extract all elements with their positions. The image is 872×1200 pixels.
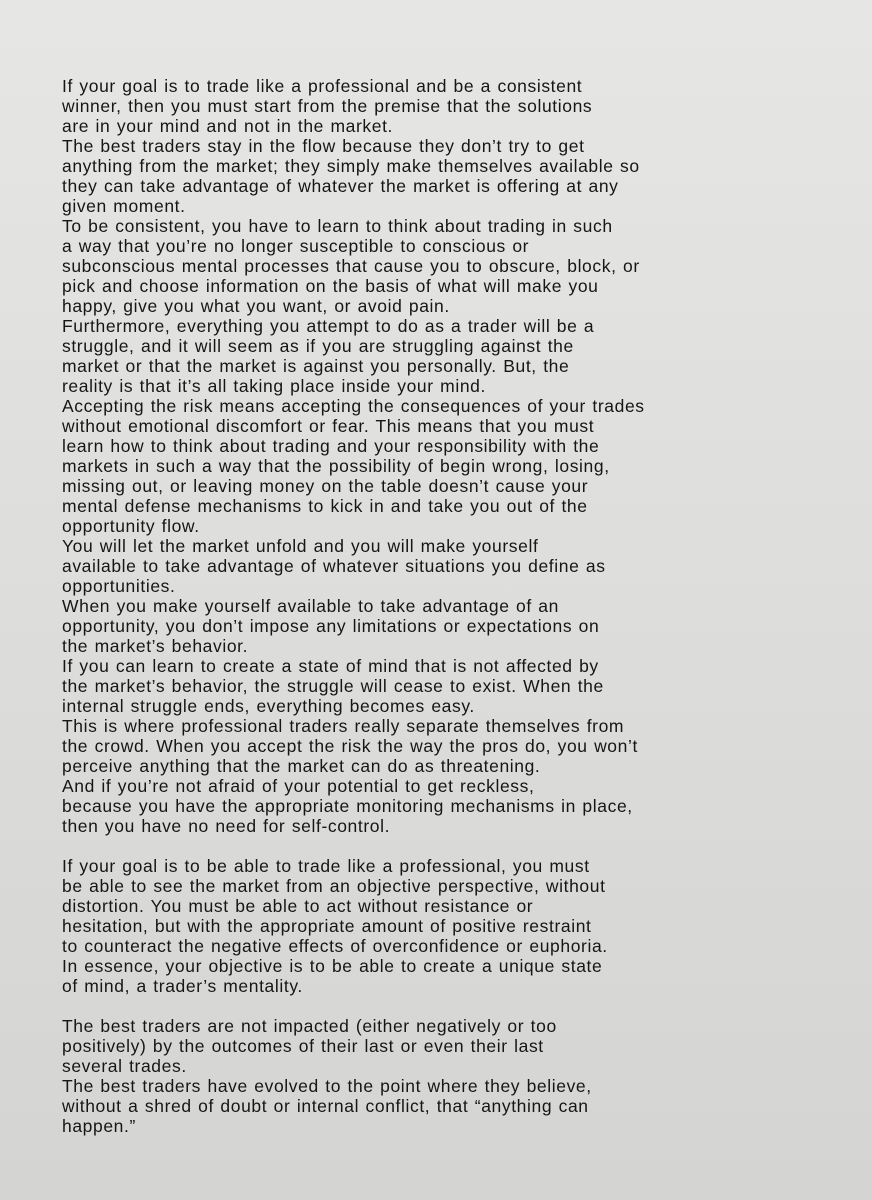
paragraph-anything-can-happen: The best traders have evolved to the point where they believe, without a shred of doubt or internal conflict, that “anything can happen.”: [62, 1076, 592, 1136]
paragraph-objective-perspective: If your goal is to be able to trade like a professional, you must be able to see the market from an objective perspective, without distortion. You must be able to act without resistance or hesitation, but with the appropriate amount of positive restraint to counteract the negative effects of overconfidence or euphoria. In essence, your objective is to be able to create a unique state of mind, a trader’s mentality.: [62, 856, 608, 996]
paragraph-market-unfold: You will let the market unfold and you will make yourself available to take advantage of whatever situations you define as opportunities.: [62, 536, 606, 596]
paragraph-self-control: And if you’re not afraid of your potential to get reckless, because you have the appropriate monitoring mechanisms in place, then you have no need for self-control.: [62, 776, 633, 836]
text-block-3: [62, 1016, 822, 1136]
paragraph-accepting-risk: Accepting the risk means accepting the consequences of your trades without emotional discomfort or fear. This means that you must learn how to think about trading and your responsibility with the markets in such a way that the possibility of begin wrong, losing, missing out, or leaving money on the table doesn’t cause your mental defense mechanisms to kick in and take you out of the opportunity flow.: [62, 396, 645, 536]
paragraph-not-impacted: The best traders are not impacted (either negatively or too positively) by the outcomes of their last or even their last several trades.: [62, 1016, 557, 1076]
blank-line: [62, 996, 822, 1016]
paragraph-premise: If your goal is to trade like a professional and be a consistent winner, then you must start from the premise that the solutions are in your mind and not in the market.: [62, 76, 593, 136]
text-block-1: [62, 76, 822, 836]
paragraph-professionals: This is where professional traders really separate themselves from the crowd. When you accept the risk the way the pros do, you won’t perceive anything that the market can do as threatening.: [62, 716, 638, 776]
page-text: [62, 76, 822, 1136]
blank-line: [62, 836, 822, 856]
paragraph-state-of-mind: If you can learn to create a state of mind that is not affected by the market’s behavior, the struggle will cease to exist. When the internal struggle ends, everything becomes easy.: [62, 656, 604, 716]
paragraph-flow: The best traders stay in the flow because they don’t try to get anything from the market; they simply make themselves available so they can take advantage of whatever the market is offering at any given moment.: [62, 136, 640, 216]
paragraph-consistency: To be consistent, you have to learn to think about trading in such a way that you’re no longer susceptible to conscious or subconscious mental processes that cause you to obscure, block, or pick and choose information on the basis of what will make you happy, give you what you want, or avoid pain.: [62, 216, 640, 316]
paragraph-opportunity: When you make yourself available to take advantage of an opportunity, you don’t impose any limitations or expectations on the market’s behavior.: [62, 596, 600, 656]
paragraph-struggle: Furthermore, everything you attempt to do as a trader will be a struggle, and it will seem as if you are struggling against the market or that the market is against you personally. But, the reality is that it’s all taking place inside your mind.: [62, 316, 595, 396]
text-block-2: [62, 856, 822, 996]
